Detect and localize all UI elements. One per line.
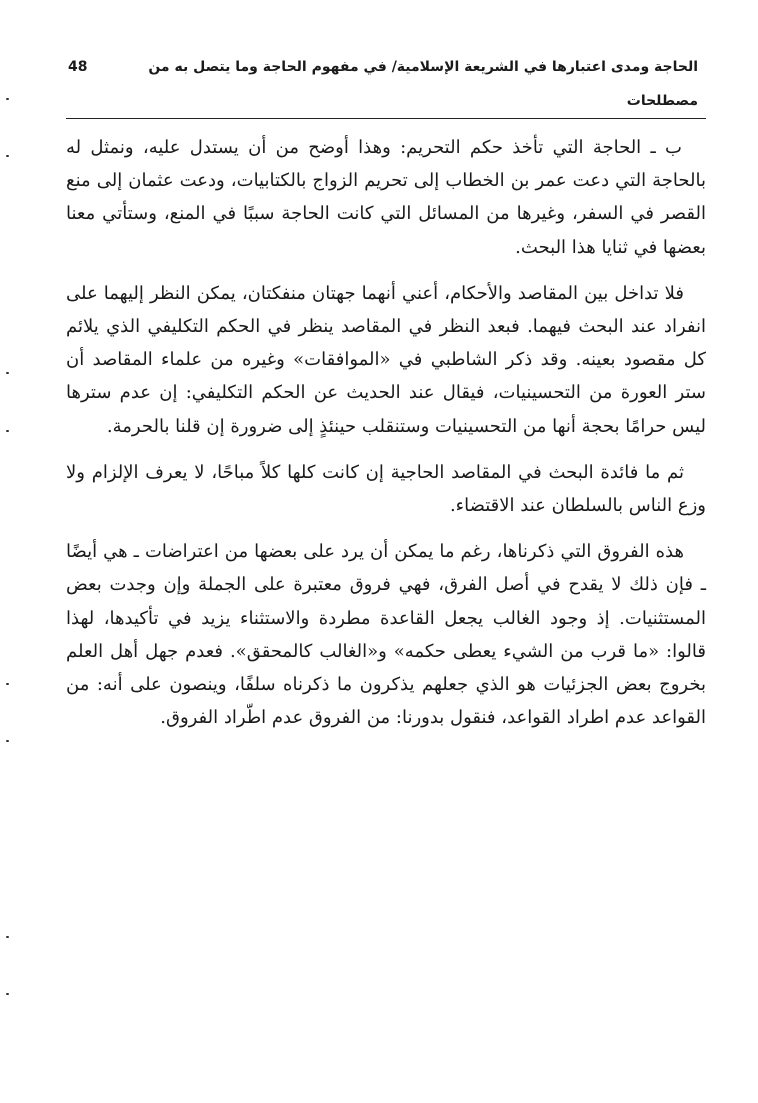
paragraph-1: ب ـ الحاجة التي تأخذ حكم التحريم: وهذا أوضح من أن يستدل عليه، ونمثل له بالحاجة التي دعت عمر بن الخطاب إلى تحريم الزواج بالكتابيات، ودعت عثمان إلى منع القصر في السفر، وغيرها من المسائل التي كانت الحاجة سببًا في المنع، وستأتي معنا بعضها في ثنايا هذا البحث.	[66, 137, 707, 258]
scan-mark	[6, 936, 9, 938]
paragraph-2: فلا تداخل بين المقاصد والأحكام، أعني أنهما جهتان منفكتان، يمكن النظر إليهما على انفراد عند البحث فيهما. فبعد النظر في المقاصد ينظر في الحكم التكليفي الذي يلائم كل مقصود بعينه. وقد ذكر الشاطبي في «الموافقات» وغيره من علماء المقاصد أن ستر العورة من التحسينيات، فيقال عند الحديث عن الحكم التكليفي: إن عدم سترها ليس حرامًا بحجة أنها من التحسينيات وستنقلب حينئذٍ إلى ضرورة إن قلنا بالحرمة.	[66, 282, 706, 437]
scan-mark	[6, 98, 9, 100]
scan-mark	[6, 993, 9, 995]
paragraph-3: ثم ما فائدة البحث في المقاصد الحاجية إن كانت كلها كلاً مباحًا، لا يعرف الإلزام ولا وزع الناس بالسلطان عند الاقتضاء.	[66, 461, 706, 517]
header-rule	[66, 118, 706, 119]
scan-mark	[6, 740, 9, 742]
scan-mark	[6, 430, 9, 432]
running-title: الحاجة ومدى اعتبارها في الشريعة الإسلامية/ في مفهوم الحاجة وما يتصل به من مصطلحات	[148, 59, 698, 109]
running-header	[66, 50, 706, 118]
scan-mark	[6, 683, 9, 685]
book-page	[66, 50, 706, 747]
scan-mark	[6, 372, 9, 374]
scan-mark	[6, 155, 9, 157]
paragraph-4: هذه الفروق التي ذكرناها، رغم ما يمكن أن يرد على بعضها من اعتراضات ـ هي أيضًا ـ فإن ذلك لا يقدح في أصل الفرق، فهي فروق معتبرة على الجملة وإن وجدت بعض المستثنيات. إذ وجود الغالب يجعل القاعدة مطردة والاستثناء يزيد في تأكيدها، لهذا قالوا: «ما قرب من الشيء يعطى حكمه» و«الغالب كالمحقق». فعدم جهل أهل العلم بخروج بعض الجزئيات هو الذي جعلهم يذكرون ما ذكرناه سلفًا، وينصون على أنه: من القواعد عدم اطراد القواعد، فنقول بدورنا: من الفروق عدم اطّراد الفروق.	[66, 541, 706, 729]
page-number: 48	[68, 59, 88, 75]
